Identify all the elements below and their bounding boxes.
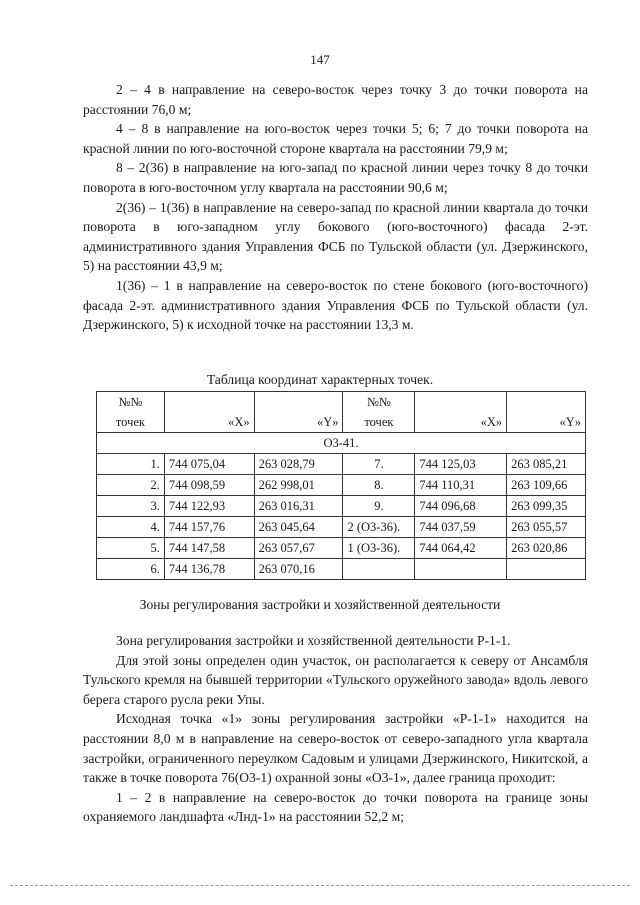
header-y-2: «Y» bbox=[507, 412, 586, 433]
cell-x bbox=[415, 559, 507, 580]
cell-num: 9. bbox=[343, 496, 415, 517]
table-row bbox=[97, 496, 586, 517]
cell-x: 744 122,93 bbox=[164, 496, 254, 517]
cell-x: 744 096,68 bbox=[415, 496, 507, 517]
page-number: 147 bbox=[310, 52, 330, 67]
paragraph-start-point: Исходная точка «1» зоны регулирования застройки «Р-1-1» находится на расстоянии 8,0 м в направление на северо-восток от северо-западного угла квартала застройки, ограниченного переулком Садовым и улицами Дзержинского, Никитской, а также в точке поворота 76(О3-1) охранной зоны «О3-1», далее граница проходит: bbox=[83, 711, 588, 786]
cell-x: 744 098,59 bbox=[164, 475, 254, 496]
cell-x: 744 110,31 bbox=[415, 475, 507, 496]
header-y-1: «Y» bbox=[254, 412, 343, 433]
table-row bbox=[97, 559, 586, 580]
cell-num bbox=[343, 559, 415, 580]
header-x-2: «X» bbox=[415, 412, 507, 433]
cell-num: 4. bbox=[97, 517, 165, 538]
cell-y: 263 085,21 bbox=[507, 454, 586, 475]
cell-y: 263 028,79 bbox=[254, 454, 343, 475]
paragraph-zone-location: Для этой зоны определен один участок, он располагается к северу от Ансамбля Тульского кремля на бывшей территории «Тульского оружейного завода» вдоль левого берега старого русла реки Упы. bbox=[83, 652, 588, 707]
cell-num: 7. bbox=[343, 454, 415, 475]
paragraph-2-4: 2 – 4 в направление на северо-восток через точку 3 до точки поворота на расстоянии 76,0 м; bbox=[83, 82, 588, 117]
cell-num: 1. bbox=[97, 454, 165, 475]
paragraph-1-36-1: 1(36) – 1 в направление на северо-восток по стене бокового (юго-восточного) фасада 2-эт. административного здания Управления ФСБ по Тульской области (ул. Дзержинского, 5) к исходной точке на расстоянии 13,3 м. bbox=[83, 277, 588, 333]
cell-num: 3. bbox=[97, 496, 165, 517]
header-num-top-1: №№ bbox=[97, 392, 165, 413]
cell-y: 263 016,31 bbox=[254, 496, 343, 517]
cell-x: 744 064,42 bbox=[415, 538, 507, 559]
cell-num: 6. bbox=[97, 559, 165, 580]
header-x-1: «X» bbox=[164, 412, 254, 433]
section-title: Зоны регулирования застройки и хозяйственной деятельности bbox=[139, 597, 501, 612]
header-num-top-2: №№ bbox=[343, 392, 415, 413]
cell-x: 744 136,78 bbox=[164, 559, 254, 580]
cell-y: 262 998,01 bbox=[254, 475, 343, 496]
cell-y bbox=[507, 559, 586, 580]
cell-x: 744 125,03 bbox=[415, 454, 507, 475]
cell-x: 744 075,04 bbox=[164, 454, 254, 475]
bottom-text-block bbox=[83, 631, 588, 827]
cell-num: 2 (О3-36). bbox=[343, 517, 415, 538]
table-header-row bbox=[97, 392, 586, 413]
cell-num: 1 (О3-36). bbox=[343, 538, 415, 559]
coordinates-table bbox=[96, 391, 586, 580]
header-blank bbox=[415, 392, 507, 413]
table-row bbox=[97, 475, 586, 496]
paragraph-8-2-36: 8 – 2(36) в направление на юго-запад по красной линии через точку 8 до точки поворота в юго-восточном углу квартала на расстоянии 90,6 м; bbox=[83, 160, 588, 195]
cell-y: 263 020,86 bbox=[507, 538, 586, 559]
paragraph-zone-name: Зона регулирования застройки и хозяйственной деятельности Р-1-1. bbox=[116, 633, 511, 648]
cell-y: 263 109,66 bbox=[507, 475, 586, 496]
paragraph-1-2: 1 – 2 в направление на северо-восток до точки поворота на границе зоны охраняемого ландшафта «Лнд-1» на расстоянии 52,2 м; bbox=[83, 789, 588, 825]
table-row bbox=[97, 538, 586, 559]
cell-x: 744 157,76 bbox=[164, 517, 254, 538]
paragraph-2-36-1-36: 2(36) – 1(36) в направление на северо-запад по красной линии квартала до точки поворота в юго-западном углу бокового (юго-восточного) фасада 2-эт. административного здания Управления ФСБ по Тульской области (ул. Дзержинского, 5) на расстоянии 43,9 м; bbox=[83, 199, 588, 274]
table-row bbox=[97, 454, 586, 475]
header-blank bbox=[254, 392, 343, 413]
group-label: О3-41. bbox=[97, 433, 586, 454]
cell-y: 263 045,64 bbox=[254, 517, 343, 538]
header-num-bottom-1: точек bbox=[97, 412, 165, 433]
cell-y: 263 055,57 bbox=[507, 517, 586, 538]
table-caption: Таблица координат характерных точек. bbox=[206, 372, 434, 387]
cell-num: 5. bbox=[97, 538, 165, 559]
cell-x: 744 037,59 bbox=[415, 517, 507, 538]
paragraph-4-8: 4 – 8 в направление на юго-восток через точки 5; 6; 7 до точки поворота на красной линии по юго-восточной стороне квартала на расстоянии 79,9 м; bbox=[83, 121, 588, 156]
cell-num: 8. bbox=[343, 475, 415, 496]
header-num-bottom-2: точек bbox=[343, 412, 415, 433]
cell-x: 744 147,58 bbox=[164, 538, 254, 559]
cell-num: 2. bbox=[97, 475, 165, 496]
scan-edge-divider bbox=[10, 885, 630, 886]
group-row bbox=[97, 433, 586, 454]
cell-y: 263 070,16 bbox=[254, 559, 343, 580]
table-row bbox=[97, 517, 586, 538]
cell-y: 263 099,35 bbox=[507, 496, 586, 517]
header-blank bbox=[164, 392, 254, 413]
header-blank bbox=[507, 392, 586, 413]
cell-y: 263 057,67 bbox=[254, 538, 343, 559]
table-header-row bbox=[97, 412, 586, 433]
top-text-block bbox=[83, 80, 588, 335]
